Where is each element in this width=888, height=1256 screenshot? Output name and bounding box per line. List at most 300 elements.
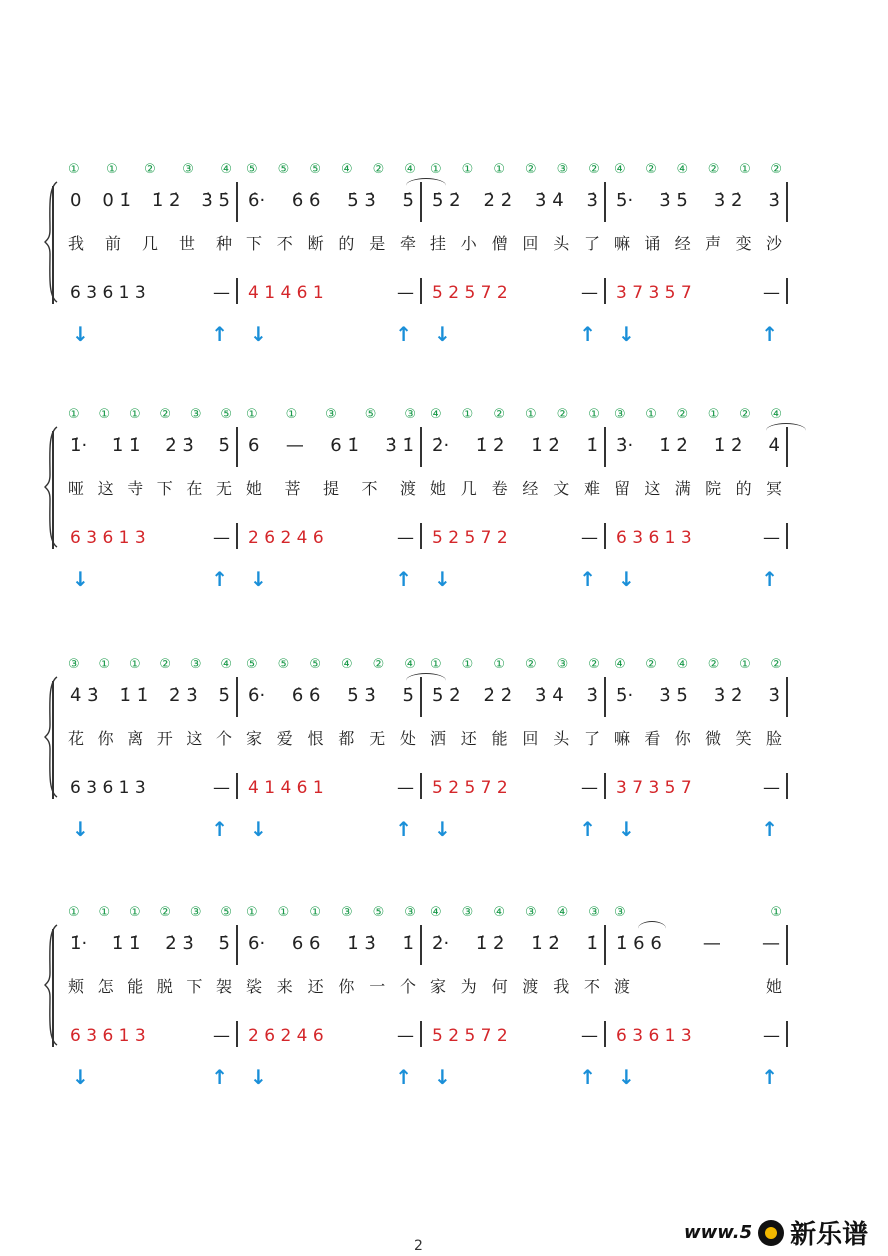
bass-notes [424, 775, 606, 801]
melody-note: 1̇ 3̇ [347, 932, 376, 954]
lyric-char: 颊 [68, 976, 85, 996]
strum-arrow: ↓ [72, 1065, 89, 1089]
strum-arrows [608, 565, 788, 593]
lyric-char: 留 [614, 478, 631, 498]
strum-arrow: ↑ [395, 817, 412, 841]
finger-number: ④ [220, 161, 232, 177]
strum-arrow: ↓ [250, 567, 267, 591]
melody-note: 6 [248, 434, 260, 456]
finger-number: ② [159, 406, 172, 422]
lyric-char: 花 [68, 728, 85, 748]
finger-number: ① [430, 656, 442, 672]
melody-notes [62, 431, 238, 459]
melody-note: 6̇· [248, 684, 266, 706]
melody-note: 1̇ 2̇ [531, 932, 560, 954]
lyrics [608, 230, 788, 254]
melody-note: 5̇ [218, 434, 230, 456]
finger-number: ④ [556, 904, 569, 920]
melody-note: 6̇ 6̇ [291, 684, 321, 706]
melody-note: 3̇ 5̇ [659, 684, 688, 706]
finger-number: ④ [676, 161, 689, 177]
strum-arrow: ↑ [579, 322, 596, 346]
lyric-char: 僧 [491, 233, 508, 253]
finger-number: ① [246, 406, 258, 422]
finger-number: ② [372, 161, 385, 177]
bass-note: 2 6 2 4 6 [248, 528, 324, 548]
finger-number: ⑤ [277, 161, 290, 177]
melody-note: 5̇ [218, 932, 230, 954]
finger-number: ① [461, 406, 474, 422]
measure [424, 405, 606, 655]
finger-number: ⑤ [372, 904, 385, 920]
finger-number: ② [645, 656, 657, 672]
lyric-char: 笑 [735, 728, 752, 748]
finger-number: ① [128, 904, 141, 920]
lyric-char: 洒 [430, 728, 447, 748]
lyric-char: 个 [215, 728, 232, 748]
logo-url-text: www.5 [684, 1222, 753, 1243]
finger-number: ⑤ [246, 161, 258, 177]
lyric-char: 几 [460, 478, 477, 498]
finger-number: ① [68, 406, 80, 422]
lyric-char: 菩 [284, 478, 301, 498]
melody-note: 1̇ 2̇ [531, 434, 560, 456]
finger-number: ① [128, 406, 141, 422]
finger-number: ① [493, 656, 505, 672]
bass-note: 6 3 6 1 3 [70, 778, 146, 798]
staff-system [0, 160, 888, 410]
finger-number: ① [461, 656, 474, 672]
melody-note: 2̇ 2̇ [483, 189, 513, 211]
melody-note: 1̇ [586, 932, 598, 954]
melody-note: 5̇· [616, 189, 634, 211]
finger-number: ④ [430, 406, 442, 422]
strum-arrows [608, 815, 788, 843]
lyric-char: 微 [705, 728, 722, 748]
measure [240, 655, 422, 905]
lyric-char: 无 [215, 478, 232, 498]
finger-numbers [62, 160, 238, 178]
finger-number: ① [524, 406, 537, 422]
lyric-char: 变 [735, 233, 752, 253]
finger-number: ⑤ [220, 904, 232, 920]
lyric-char: 无 [369, 728, 386, 748]
lyric-char: 院 [705, 478, 722, 498]
bass-note: — [397, 283, 414, 303]
melody-note: 3̇ 2̇ [713, 189, 743, 211]
lyric-char: 寺 [127, 478, 144, 498]
lyric-char: 爱 [276, 728, 293, 748]
lyric-char: 下 [246, 233, 263, 253]
lyrics [240, 725, 422, 749]
lyric-char: 袈 [215, 976, 232, 996]
staff-system [0, 903, 888, 1153]
finger-number: ② [645, 161, 657, 177]
melody-note: 3̇ 1̇ [385, 434, 414, 456]
finger-number: ⑤ [309, 161, 321, 177]
finger-number: ① [707, 406, 720, 422]
melody-notes [240, 681, 422, 709]
grand-staff-brace [44, 425, 58, 545]
lyrics [608, 973, 788, 997]
finger-number: ③ [189, 904, 202, 920]
bass-note: — [397, 528, 414, 548]
melody-notes [608, 431, 788, 459]
lyric-char: 个 [399, 976, 416, 996]
melody-note: 2̇· [432, 932, 450, 954]
lyric-char: 脱 [156, 976, 173, 996]
bass-note: 2 6 2 4 6 [248, 1026, 324, 1046]
lyrics [240, 475, 422, 499]
finger-number: ④ [340, 656, 353, 672]
system-start-line [52, 431, 54, 549]
lyric-char: 头 [553, 233, 570, 253]
finger-number: ① [739, 656, 751, 672]
strum-arrows [424, 320, 606, 348]
finger-number: ⑤ [246, 656, 258, 672]
melody-notes [62, 681, 238, 709]
melody-notes [608, 681, 788, 709]
finger-number: ① [309, 904, 321, 920]
melody-note: 3̇ 4̇ [535, 189, 564, 211]
bass-note: — [763, 528, 780, 548]
finger-number: ① [285, 406, 298, 422]
finger-number: ① [98, 406, 111, 422]
lyric-char: 为 [460, 976, 477, 996]
bass-note: — [763, 283, 780, 303]
finger-number: ② [588, 161, 600, 177]
finger-number: ④ [770, 406, 782, 422]
melody-notes [608, 929, 788, 957]
melody-note: — [702, 932, 721, 954]
strum-arrow: ↓ [618, 1065, 635, 1089]
finger-numbers [424, 655, 606, 673]
bass-notes [62, 775, 238, 801]
finger-number: ② [707, 161, 720, 177]
finger-numbers [62, 405, 238, 423]
finger-number: ② [770, 656, 782, 672]
melody-notes [424, 929, 606, 957]
finger-number: ② [676, 406, 689, 422]
measure [62, 903, 238, 1153]
strum-arrows [240, 320, 422, 348]
bass-note: — [213, 1026, 230, 1046]
bass-note: — [213, 283, 230, 303]
lyric-char: 你 [338, 976, 355, 996]
finger-number: ① [461, 161, 474, 177]
strum-arrows [424, 565, 606, 593]
lyrics [424, 973, 606, 997]
lyric-char: 渡 [399, 478, 416, 498]
strum-arrows [608, 1063, 788, 1091]
finger-numbers [240, 160, 422, 178]
lyric-char: 回 [522, 233, 539, 253]
lyric-char: 家 [246, 728, 263, 748]
finger-number: ① [98, 656, 111, 672]
measure [424, 903, 606, 1153]
lyric-char: 了 [583, 233, 600, 253]
melody-note: 1̇ 1̇ [111, 932, 141, 954]
strum-arrows [608, 320, 788, 348]
finger-numbers [608, 160, 788, 178]
lyric-char: 离 [127, 728, 144, 748]
finger-number: ④ [404, 656, 416, 672]
finger-number: ⑤ [220, 406, 232, 422]
bass-note: 6 3 6 1 3 [616, 528, 692, 548]
lyric-char: 她 [430, 478, 447, 498]
lyric-char: 还 [460, 728, 477, 748]
melody-notes [240, 431, 422, 459]
tie-mark [766, 423, 806, 438]
lyric-char: 哑 [68, 478, 85, 498]
staff-system [0, 405, 888, 655]
bass-notes [424, 525, 606, 551]
lyric-char: 诵 [644, 233, 661, 253]
measure [608, 655, 788, 905]
finger-number: ① [68, 161, 80, 177]
melody-note: 6 6 [291, 932, 321, 954]
strum-arrows [240, 1063, 422, 1091]
lyric-char: 文 [553, 478, 570, 498]
lyric-char: 她 [246, 478, 263, 498]
melody-note: 5̇ 2̇ [432, 684, 461, 706]
staff-system [0, 655, 888, 905]
lyric-char: 的 [735, 478, 752, 498]
strum-arrows [240, 815, 422, 843]
lyric-char: 是 [369, 233, 386, 253]
melody-note: 4̇ 3̇ [70, 684, 99, 706]
bass-note: — [213, 778, 230, 798]
lyric-char: 种 [215, 233, 232, 253]
lyric-char: 冥 [765, 478, 782, 498]
finger-number: ④ [676, 656, 689, 672]
finger-number: ② [556, 406, 569, 422]
finger-numbers [608, 405, 788, 423]
bass-note: 4 1 4 6 1 [248, 283, 324, 303]
finger-number: ④ [614, 656, 626, 672]
melody-note: 2̇ 3̇ [165, 434, 194, 456]
finger-number: ③ [189, 656, 202, 672]
measure [240, 903, 422, 1153]
melody-note: 3̇ 2̇ [713, 684, 743, 706]
bass-note: 5 2 5 7 2 [432, 1026, 508, 1046]
melody-note: 1̇ 2̇ [151, 189, 181, 211]
bass-notes [608, 525, 788, 551]
melody-note: 1̇ 2̇ [475, 434, 505, 456]
lyric-char: 了 [583, 728, 600, 748]
melody-note: 1̇ 6 6 [616, 932, 662, 954]
bass-note: 3 7 3 5 7 [616, 778, 692, 798]
lyric-char: 经 [674, 233, 691, 253]
lyric-char: 家 [430, 976, 447, 996]
finger-number: ② [159, 904, 172, 920]
finger-number: ① [588, 406, 600, 422]
grand-staff-brace [44, 675, 58, 795]
finger-numbers [608, 655, 788, 673]
melody-note: 1̇ 1̇ [111, 434, 141, 456]
finger-number: ① [430, 161, 442, 177]
bass-note: 6 3 6 1 3 [616, 1026, 692, 1046]
strum-arrow: ↓ [618, 817, 635, 841]
bass-notes [424, 1023, 606, 1049]
strum-arrow: ↓ [618, 567, 635, 591]
measure [608, 160, 788, 410]
strum-arrows [62, 320, 238, 348]
bass-note: 6 3 6 1 3 [70, 1026, 146, 1046]
site-logo[interactable] [684, 1214, 868, 1251]
lyrics [62, 475, 238, 499]
lyric-char: 这 [186, 728, 203, 748]
lyric-char: 都 [338, 728, 355, 748]
lyrics [240, 973, 422, 997]
melody-note: 2̇· [432, 434, 450, 456]
finger-number: ⑤ [309, 656, 321, 672]
lyrics [240, 230, 422, 254]
finger-numbers [424, 160, 606, 178]
measure [240, 160, 422, 410]
melody-notes [424, 431, 606, 459]
lyric-char: 裟 [246, 976, 263, 996]
lyric-char: 嘛 [614, 728, 631, 748]
melody-note: 0 [70, 189, 82, 211]
finger-number: ③ [189, 406, 202, 422]
lyric-char: 你 [97, 728, 114, 748]
strum-arrow: ↑ [211, 817, 228, 841]
finger-numbers [240, 655, 422, 673]
finger-number: ② [770, 161, 782, 177]
lyric-char: 恨 [307, 728, 324, 748]
strum-arrow: ↓ [72, 322, 89, 346]
finger-number: ③ [614, 406, 626, 422]
melody-note: 5̇ [402, 189, 414, 211]
lyric-char: 渡 [522, 976, 539, 996]
lyric-char: 世 [178, 233, 195, 253]
lyric-char: 她 [765, 976, 782, 996]
lyric-char: 头 [553, 728, 570, 748]
lyric-char: 处 [399, 728, 416, 748]
strum-arrows [424, 1063, 606, 1091]
melody-note: 3̇· [616, 434, 634, 456]
melody-notes [62, 929, 238, 957]
bass-note: — [213, 528, 230, 548]
finger-number: ① [277, 904, 290, 920]
melody-note: 0 1̇ [102, 189, 131, 211]
bass-note: — [763, 1026, 780, 1046]
strum-arrows [240, 565, 422, 593]
finger-number: ⑤ [364, 406, 377, 422]
lyric-char: 脸 [765, 728, 782, 748]
lyric-char: 挂 [430, 233, 447, 253]
melody-note: 3̇ [768, 684, 780, 706]
lyric-char: 几 [141, 233, 158, 253]
strum-arrow: ↓ [250, 322, 267, 346]
finger-number: ① [128, 656, 141, 672]
lyric-char: 这 [644, 478, 661, 498]
bass-note: 5 2 5 7 2 [432, 778, 508, 798]
lyrics [424, 725, 606, 749]
finger-numbers [424, 405, 606, 423]
finger-numbers [62, 903, 238, 921]
lyric-char: 下 [186, 976, 203, 996]
lyric-char: 沙 [765, 233, 782, 253]
bass-notes [608, 280, 788, 306]
strum-arrows [424, 815, 606, 843]
measure [62, 405, 238, 655]
lyric-char: 一 [369, 976, 386, 996]
bass-note: — [581, 528, 598, 548]
melody-note: 6 1̇ [330, 434, 359, 456]
lyric-char: 何 [491, 976, 508, 996]
lyric-char: 断 [307, 233, 324, 253]
melody-notes [608, 186, 788, 214]
lyric-char: 能 [127, 976, 144, 996]
lyric-char: 不 [276, 233, 293, 253]
melody-note: 1̇ [402, 932, 414, 954]
lyric-char: 声 [705, 233, 722, 253]
strum-arrow: ↓ [434, 1065, 451, 1089]
bass-note: 4 1 4 6 1 [248, 778, 324, 798]
measure [424, 160, 606, 410]
finger-number: ① [770, 904, 782, 920]
lyric-char: 能 [491, 728, 508, 748]
bass-notes [424, 280, 606, 306]
finger-number: ③ [614, 904, 626, 920]
finger-number: ④ [220, 656, 232, 672]
lyric-char: 嘛 [614, 233, 631, 253]
finger-number: ③ [404, 904, 416, 920]
finger-numbers [424, 903, 606, 921]
finger-number: ② [159, 656, 172, 672]
measure [62, 655, 238, 905]
finger-number: ④ [430, 904, 442, 920]
finger-number: ② [588, 656, 600, 672]
finger-number: ② [144, 161, 156, 177]
melody-note: 1̇· [70, 932, 88, 954]
strum-arrow: ↓ [72, 817, 89, 841]
finger-number: ② [524, 656, 537, 672]
finger-number: ② [372, 656, 385, 672]
melody-note: — [762, 932, 780, 954]
bass-notes [62, 525, 238, 551]
melody-note: 4̇ [768, 434, 780, 456]
finger-number: ① [106, 161, 118, 177]
finger-number: ③ [68, 656, 80, 672]
finger-number: ① [246, 904, 258, 920]
measure [608, 903, 788, 1153]
strum-arrow: ↑ [579, 817, 596, 841]
melody-note: 1̇ [586, 434, 598, 456]
strum-arrow: ↑ [395, 567, 412, 591]
melody-note: 2̇ 3̇ [169, 684, 198, 706]
record-icon [758, 1220, 784, 1246]
finger-number: ② [493, 406, 505, 422]
finger-numbers [240, 903, 422, 921]
lyric-char: 不 [583, 976, 600, 996]
lyric-char: 不 [361, 478, 378, 498]
bass-note: — [581, 778, 598, 798]
lyric-char: 牵 [399, 233, 416, 253]
lyric-char: 还 [307, 976, 324, 996]
finger-number: ④ [614, 161, 626, 177]
lyric-char: 经 [522, 478, 539, 498]
strum-arrow: ↑ [761, 817, 778, 841]
finger-number: ② [707, 656, 720, 672]
melody-note: 2̇ 2̇ [483, 684, 513, 706]
melody-notes [240, 186, 422, 214]
bass-notes [608, 1023, 788, 1049]
logo-site-name: 新乐谱 [790, 1220, 869, 1250]
melody-note: 5̇ 3̇ [347, 189, 376, 211]
